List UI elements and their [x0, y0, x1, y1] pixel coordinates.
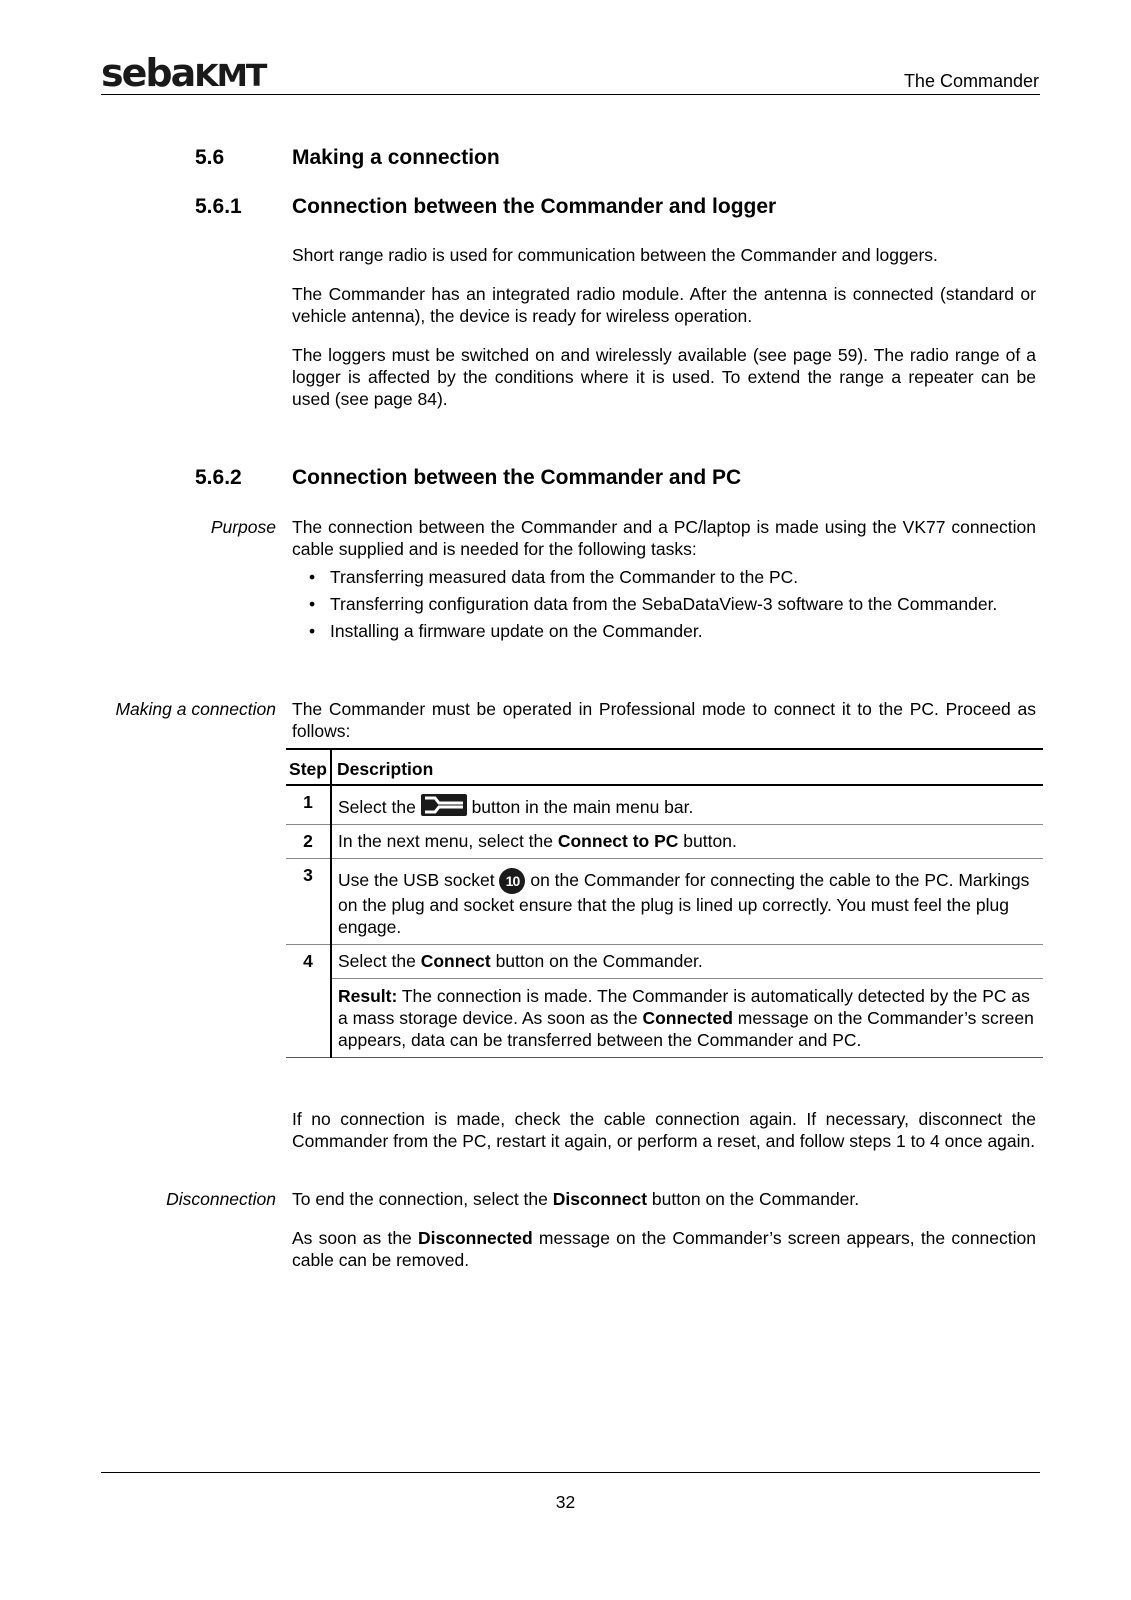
footer-rule — [101, 1472, 1040, 1473]
section-5-6-1-number: 5.6.1 — [195, 195, 242, 218]
step-result — [331, 979, 1043, 1058]
final-text: As soon as the — [292, 1228, 418, 1248]
disc-text: button on the Commander. — [647, 1189, 860, 1209]
logo-kmt-text: KMT — [194, 59, 266, 94]
table-row — [286, 945, 1043, 979]
list-item: • Transferring measured data from the Commander to the PC. — [292, 566, 1036, 588]
list-item: • Transferring configuration data from the SebaDataView-3 software to the Commander. — [292, 593, 1036, 615]
step-text: Select the — [338, 951, 421, 971]
steps-table — [286, 748, 1043, 1058]
sebakmt-logo — [101, 51, 266, 95]
col-description-header: Description — [337, 759, 434, 779]
logger-para-2: The Commander has an integrated radio module. After the antenna is connected (standard or vehicle antenna), the device is ready for wireless operation. — [292, 284, 1036, 326]
making-connection-text: The Commander must be operated in Professional mode to connect it to the PC. Proceed as follows: — [292, 699, 1036, 741]
list-item: • Installing a firmware update on the Commander. — [292, 620, 1036, 642]
connect-to-pc-label: Connect to PC — [557, 831, 679, 851]
step-text: on the Commander for connecting the cable to the PC. Markings on the plug and socket ensure that the plug is lined up correctly. You must feel the plug engage. — [338, 870, 1030, 937]
task-list — [292, 566, 1036, 647]
step-description — [331, 825, 1043, 859]
logo-seba-text: seba — [101, 51, 195, 95]
making-connection-label: Making a connection — [115, 699, 276, 719]
disconnection-text — [292, 1188, 1036, 1210]
step-text: Select the — [338, 797, 421, 817]
section-5-6-2-title: Connection between the Commander and PC — [292, 466, 742, 489]
final-text: message on the Commander’s screen appears, the connection cable can be removed. — [292, 1228, 1036, 1270]
logger-para-1: Short range radio is used for communication between the Commander and loggers. — [292, 245, 938, 265]
table-row — [286, 979, 1043, 1058]
step-description — [331, 859, 1043, 945]
table-header-row — [286, 749, 1043, 785]
step-number — [286, 979, 331, 1058]
step-text: The connection is made. The Commander is automatically detected by the PC as a mass storage device. As soon as the — [338, 986, 1030, 1028]
disconnected-text — [292, 1227, 1036, 1271]
step-number: 3 — [286, 859, 331, 945]
step-text: Use the USB socket — [338, 870, 500, 890]
step-number: 2 — [286, 825, 331, 859]
logger-para-3: The loggers must be switched on and wirelessly available (see page 59). The radio range of a logger is affected by the conditions where it is used. To extend the range a repeater can be used (see page 84). — [292, 345, 1036, 409]
table-row — [286, 859, 1043, 945]
step-description — [331, 945, 1043, 979]
section-5-6-1-title: Connection between the Commander and logger — [292, 195, 777, 218]
step-number: 1 — [286, 785, 331, 825]
disconnection-label: Disconnection — [166, 1189, 276, 1209]
connected-label: Connected — [642, 1008, 733, 1028]
section-5-6-title: Making a connection — [292, 146, 500, 169]
disc-text: To end the connection, select the — [292, 1189, 553, 1209]
section-5-6-number: 5.6 — [195, 146, 225, 169]
step-description — [331, 785, 1043, 825]
header-title: The Commander — [903, 71, 1039, 91]
step-text: button on the Commander. — [490, 951, 703, 971]
connect-arrow-icon — [421, 794, 467, 816]
troubleshoot-text: If no connection is made, check the cable connection again. If necessary, disconnect the Commander from the PC, restart it again, or perform a reset, and follow steps 1 to 4 once again. — [292, 1109, 1036, 1151]
section-5-6-2-number: 5.6.2 — [195, 466, 242, 489]
table-row — [286, 825, 1043, 859]
step-text: message on the Commander’s screen appears, data can be transferred between the Commander and PC. — [338, 1008, 1034, 1050]
col-step-header: Step — [286, 749, 331, 785]
usb-socket-badge: 10 — [499, 868, 525, 894]
page-number: 32 — [555, 1492, 576, 1512]
purpose-label: Purpose — [210, 517, 276, 537]
result-label: Result: — [338, 986, 398, 1006]
disconnect-label: Disconnect — [552, 1189, 648, 1209]
purpose-text: The connection between the Commander and a PC/laptop is made using the VK77 connection cable supplied and is needed for the following tasks: — [292, 517, 1036, 559]
disconnected-label: Disconnected — [417, 1228, 533, 1248]
connect-label: Connect — [420, 951, 491, 971]
header-rule — [101, 94, 1040, 95]
step-text: In the next menu, select the — [338, 831, 558, 851]
step-text: button in the main menu bar. — [466, 797, 694, 817]
step-text: button. — [678, 831, 737, 851]
step-number: 4 — [286, 945, 331, 979]
table-row — [286, 785, 1043, 825]
